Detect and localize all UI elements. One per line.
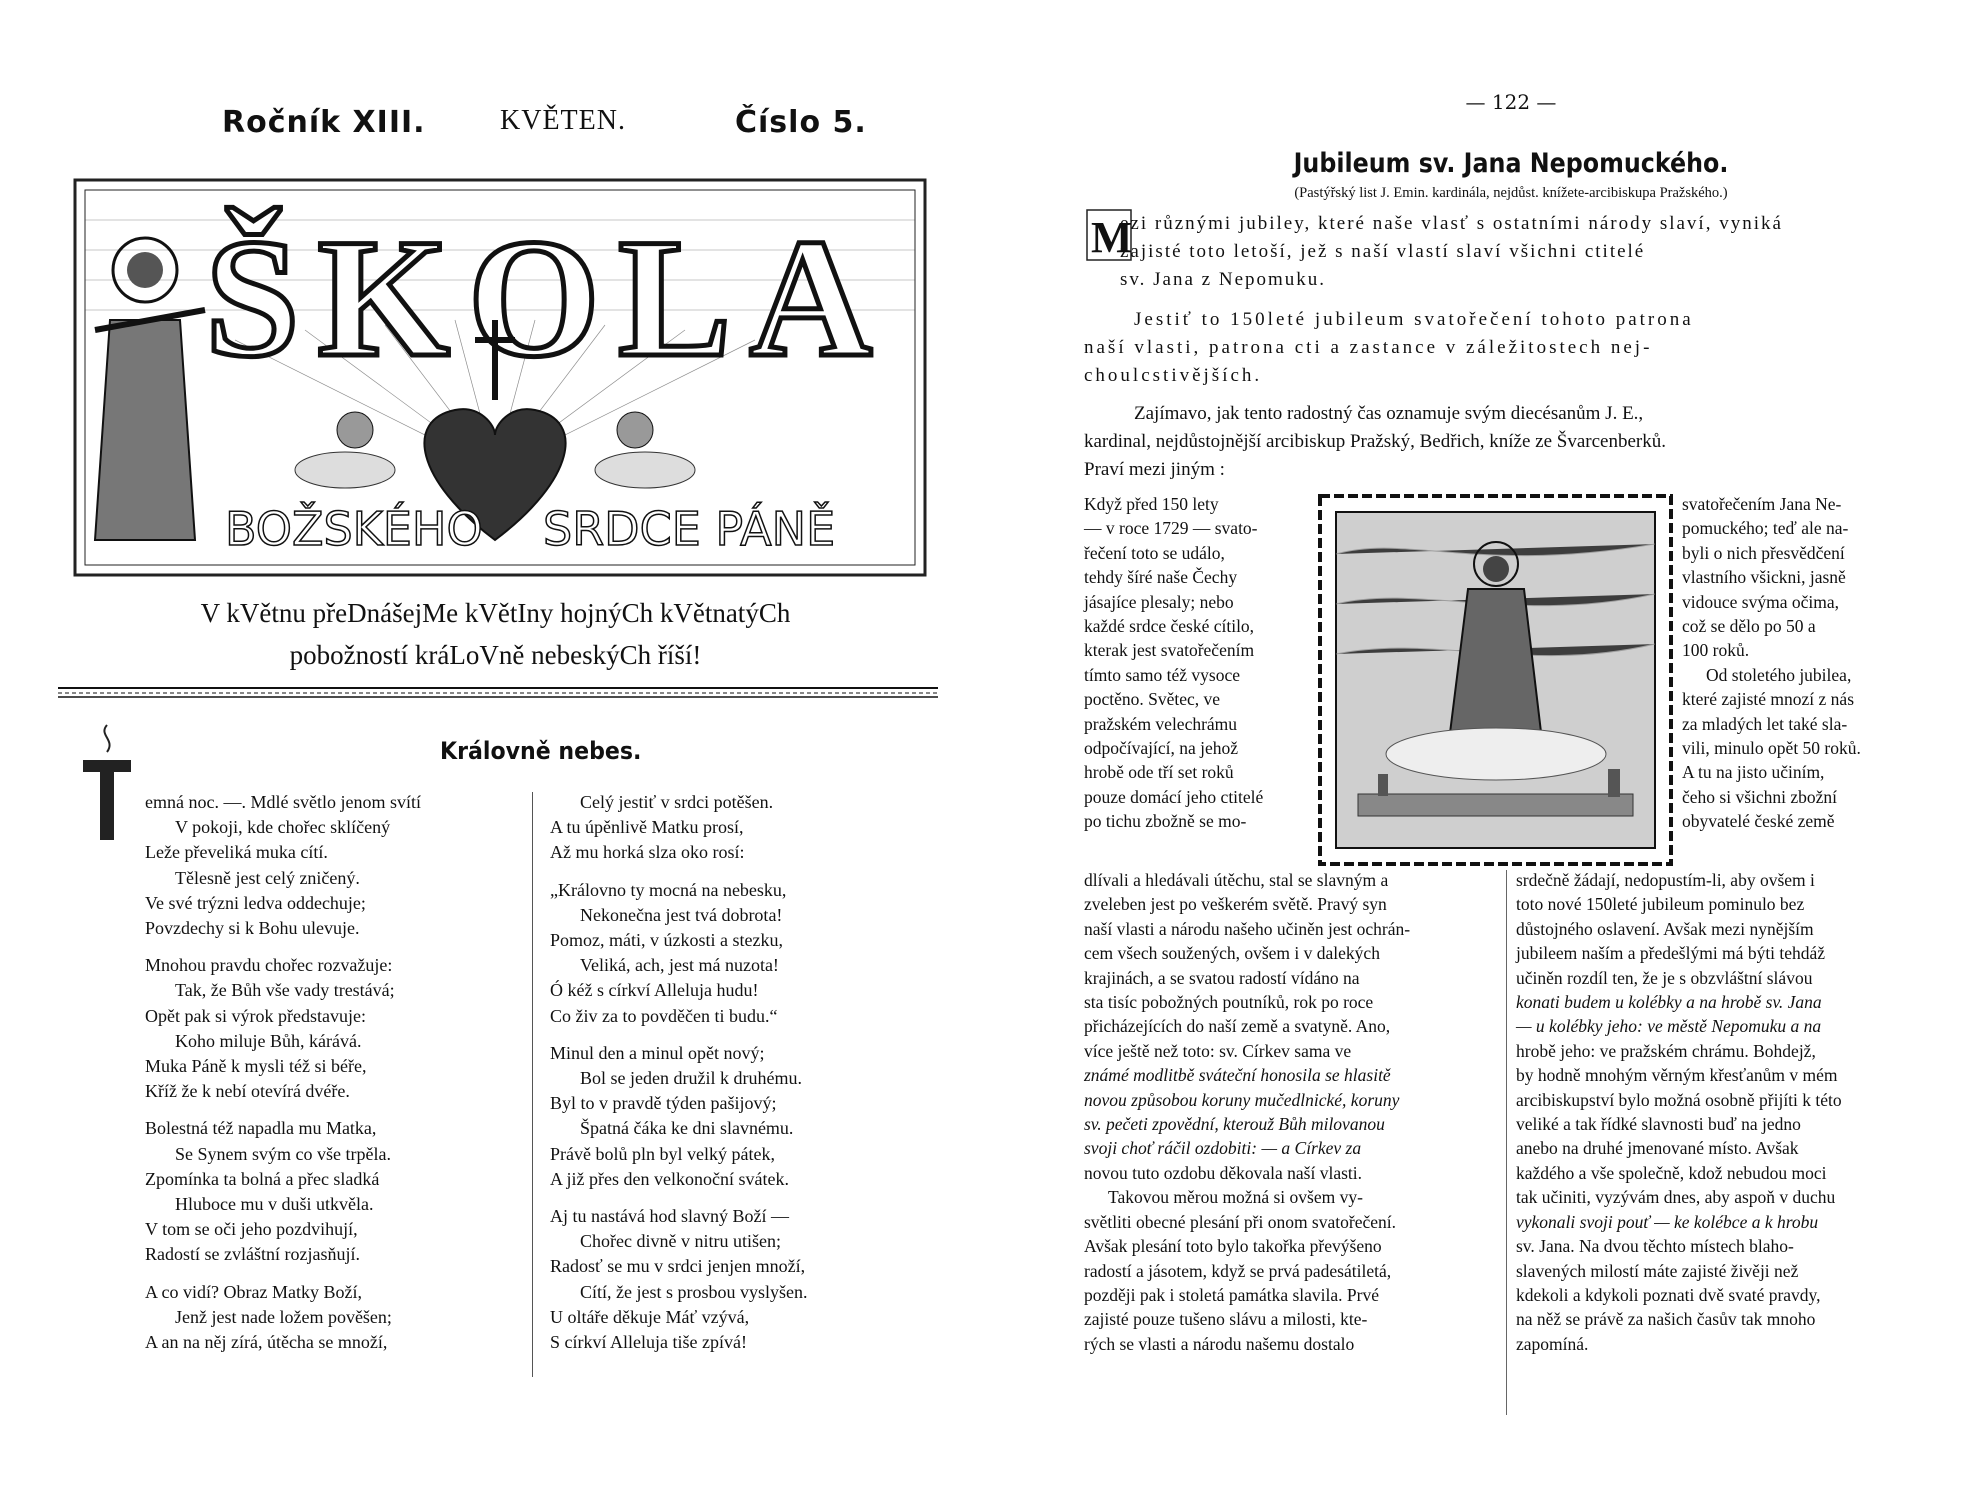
- poem-stanza: Celý jestiť v srdci potěšen. A tu úpěnlivě Matku prosí, Až mu horká slza oko rosí:: [550, 792, 774, 863]
- month-label: KVĚTEN.: [500, 105, 626, 136]
- poem-stanza: A co vidí? Obraz Matky Boží, Jenž jest nade ložem pověšen; A an na něj zírá, útěcha se množí,: [145, 1281, 392, 1353]
- paragraph-jubilee: Jestiť to 150leté jubileum svatořečení tohoto patrona naší vlasti, patrona cti a zastance v záležitostech nej- choulcstivějších.: [1084, 309, 1694, 386]
- poem-column-2: [550, 790, 950, 1367]
- column-divider: [532, 792, 533, 1377]
- column-divider: [1506, 870, 1507, 1415]
- motto-line-2: pobožností kráLoVně nebeskýCh říší!: [289, 640, 702, 670]
- christ-figure-icon: [95, 238, 205, 540]
- poem-column-1: [145, 790, 525, 1367]
- page-number: — 122 —: [1465, 90, 1557, 114]
- text-column-lower-right: srdečně žádají, nedopustím-li, aby ovšem i toto nové 150leté jubileum pominulo bez důstojného oslavení. Avšak mezi nynějším jubileem naším a předešlými má býti tehdáž učiněn rozdíl ten, že je s obzvláštní slávou konati budem u kolébky a na hrobě sv. Jana — u kolébky jeho: ve městě Nepomuku a na hrobě jeho: ve pražském chrámu. Bohdejž, by hodně mnohým věrným křesťanům v mém arcibiskupství bylo možná osobně přijíti k této veliké a tak řídké slavnosti buď na jedno anebo na druhé jmenované místo. Avšak každého a vše společně, kdož nebudou moci tak učiniti, vyzývám dnes, aby aspoň v duchu vykonali svoji pouť — ke kolébce a k hrobu sv. Jana. Na dvou těchto místech blaho- slavených milostí máte zajisté živěji než kdekoli a kdykoli poznati dvě svaté pravdy, na něž se právě za našich časův tak mnoho zapomíná.: [1516, 870, 1842, 1354]
- poem-stanza: Mnohou pravdu chořec rozvažuje: Tak, že Bůh vše vady trestává; Opět pak si výrok představuje: Koho miluje Bůh, kárává. Muka Páně k mysli též si béře, Kříž že k nebí otevírá dvéře.: [145, 955, 395, 1102]
- subtitle-right-text: SRDCE PÁNĚ: [543, 502, 836, 556]
- poem-stanza: emná noc. —. Mdlé světlo jenom svítí V pokoji, kde chořec sklíčený Leže převeliká muka cítí. Tělesně jest celý zničený. Ve své trýzni ledva oddechuje; Povzdechy si k Bohu ulevuje.: [145, 792, 421, 939]
- text-column-lower-left: dlívali a hledávali útěchu, stal se slavným a zveleben jest po veškerém světě. Pravý syn naší vlasti a národu našeho učiněn jest ochrán- cem všech soužených, ovšem i v dalekých krajinách, a se svatou radostí vídáno na sta tisíc pobožných poutníků, rok po roce přicházejících do naší země a svatyně. Ano, více ještě než toto: sv. Církev sama ve známé modlitbě sváteční honosila se hlasitě novou způsobou koruny mučedlnické, koruny sv. pečeti zpovědní, kterouž Bůh milovanou svoji choť ráčil ozdobiti: — a Církev za novou tuto ozdobu děkovala naší vlasti. Takovou měrou možná si ovšem vy- světliti obecné plesání při onom svatořečení. Avšak plesání toto bylo takořka převýšeno radostí a jásotem, když se prvá padesátiletá, později pak i stoletá památka slavila. Prvé zajisté pouze tušeno slávu a milosti, kte- rých se vlasti a národu našemu dostalo: [1084, 870, 1411, 1354]
- poem-stanza: „Královno ty mocná na nebesku, Nekonečna jest tvá dobrota! Pomoz, máti, v úzkosti a stezku, Veliká, ach, jest má nuzota! Ó kéž s církví Alleluja hudu! Co živ za to povděčen ti budu.“: [550, 879, 787, 1026]
- decorative-rule: [58, 685, 938, 699]
- article-subtitle: (Pastýřský list J. Emin. kardinála, nejdůst. knížete-arcibiskupa Pražského.): [1294, 185, 1728, 201]
- title-art-text: ŠKOLA: [205, 204, 891, 392]
- svg-text:M: M: [1091, 213, 1133, 262]
- text-column-left-of-image: Když před 150 lety — v roce 1729 — svato- řečení toto se událo, tehdy šíré naše Čechy jásajíce plesaly; nebo každé srdce české cítilo, kterak jest svatořečením tímto samo též vysoce poctěno. Světec, ve pražském velechrámu odpočívající, na jehož hrobě ode tří set roků pouze domácí jeho ctitelé po tichu zbožně se mo-: [1084, 494, 1264, 832]
- paragraph-intro: ezi různými jubiley, které naše vlasť s ostatními národy slaví, vyniká zajisté toto letoší, jež s naší vlastí slaví všichni ctitelé sv. Jana z Nepomuku.: [1120, 213, 1783, 290]
- motto-line-1: V kVětnu přeDnášejMe kVětIny hojnýCh kVětnatýCh: [200, 598, 791, 628]
- right-page: [1040, 0, 1982, 1501]
- text-column-right-of-image: svatořečením Jana Ne- pomuckého; teď ale na- byli o nich přesvědčení vlastního všickni, jasně vidouce svýma očima, což se dělo po 50 a 100 roků. Od stoletého jubilea, které zajisté mnozí z nás za mladých let také sla- vili, minulo opět 50 roků. A tu na jisto učiním, čeho si všichni zbožní obyvatelé české země: [1682, 494, 1861, 832]
- poem-title: Královně nebes.: [440, 737, 642, 765]
- masthead-illustration: [55, 140, 935, 610]
- subtitle-left-text: BOŽSKÉHO: [225, 502, 483, 556]
- paragraph-announcement: Zajímavo, jak tento radostný čas oznamuje svým diecésanům J. E., kardinal, nejdůstojnější arcibiskup Pražský, Bedřich, kníže ze Švarcenberků. Praví mezi jiným :: [1084, 403, 1666, 480]
- poem-stanza: Bolestná též napadla mu Matka, Se Synem svým co vše trpěla. Zpomínka ta bolná a přec sladká Hluboce mu v duši utkvěla. V tom se oči jeho pozdvihují, Radostí se zvláštní rozjasňují.: [145, 1118, 391, 1265]
- poem-stanza: Aj tu nastává hod slavný Boží — Chořec divně v nitru utišen; Radosť se mu v srdci jenjen množí, Cítí, že jest s prosbou vyslyšen. U oltáře děkuje Máť vzývá, S církví Alleluja tiše zpívá!: [550, 1206, 808, 1353]
- drop-cap-t-icon: [78, 720, 136, 850]
- volume-label: Ročník XIII.: [222, 105, 426, 140]
- issue-label: Číslo 5.: [735, 105, 867, 140]
- poem-stanza: Minul den a minul opět nový; Bol se jeden družil k druhému. Byl to v pravdě týden pašijový; Špatná čáka ke dni slavnému. Právě bolů pln byl velký pátek, A již přes den velkonoční svátek.: [550, 1042, 802, 1189]
- saint-john-engraving-icon: [1318, 494, 1673, 866]
- article-title: Jubileum sv. Jana Nepomuckého.: [1293, 148, 1729, 179]
